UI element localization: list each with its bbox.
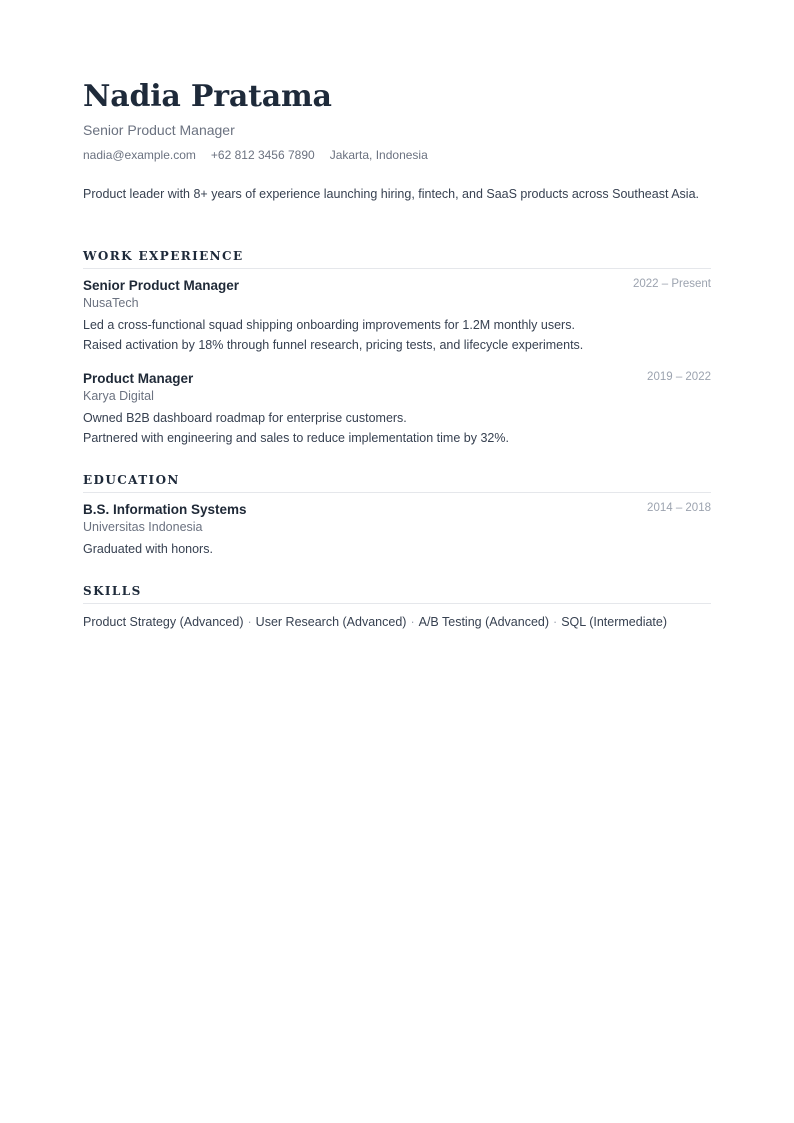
degree: B.S. Information Systems bbox=[83, 502, 247, 517]
contact-email: nadia@example.com bbox=[83, 148, 196, 162]
headline: Senior Product Manager bbox=[83, 122, 235, 138]
skill-separator: · bbox=[247, 615, 252, 629]
contact-location: Jakarta, Indonesia bbox=[329, 148, 428, 162]
skill-item: Product Strategy (Advanced) bbox=[83, 615, 244, 629]
description-line: Owned B2B dashboard roadmap for enterprise customers. bbox=[83, 411, 407, 425]
section-title-skills: SKILLS bbox=[83, 584, 711, 604]
company-name: NusaTech bbox=[83, 296, 139, 310]
description-line: Raised activation by 18% through funnel research, pricing tests, and lifecycle experiments. bbox=[83, 338, 584, 352]
section-title-experience: WORK EXPERIENCE bbox=[83, 249, 711, 269]
job-description bbox=[83, 315, 583, 355]
skill-separator: · bbox=[410, 615, 415, 629]
school-name: Universitas Indonesia bbox=[83, 520, 203, 534]
job-title: Senior Product Manager bbox=[83, 278, 240, 293]
description-line: Led a cross-functional squad shipping onboarding improvements for 1.2M monthly users. bbox=[83, 318, 575, 332]
education-description bbox=[83, 539, 213, 559]
summary: Product leader with 8+ years of experience launching hiring, fintech, and SaaS products across Southeast Asia. bbox=[83, 187, 699, 201]
education-dates: 2014 – 2018 bbox=[647, 502, 711, 514]
experience-entry bbox=[83, 370, 711, 450]
company-name: Karya Digital bbox=[83, 389, 154, 403]
education-entry bbox=[83, 501, 711, 561]
contact-phone: +62 812 3456 7890 bbox=[210, 148, 315, 162]
description-line: Partnered with engineering and sales to reduce implementation time by 32%. bbox=[83, 431, 509, 445]
skill-item: User Research (Advanced) bbox=[255, 615, 407, 629]
skills-list bbox=[83, 614, 667, 630]
job-title: Product Manager bbox=[83, 371, 194, 386]
skill-item: A/B Testing (Advanced) bbox=[418, 615, 550, 629]
contact-line bbox=[83, 148, 428, 163]
candidate-name: Nadia Pratama bbox=[83, 79, 332, 114]
job-description bbox=[83, 408, 509, 448]
experience-entry bbox=[83, 277, 711, 357]
description-line: Graduated with honors. bbox=[83, 542, 213, 556]
skill-item: SQL (Intermediate) bbox=[561, 615, 668, 629]
section-title-education: EDUCATION bbox=[83, 473, 711, 493]
job-dates: 2022 – Present bbox=[632, 278, 711, 290]
job-dates: 2019 – 2022 bbox=[647, 371, 711, 383]
skill-separator: · bbox=[553, 615, 558, 629]
